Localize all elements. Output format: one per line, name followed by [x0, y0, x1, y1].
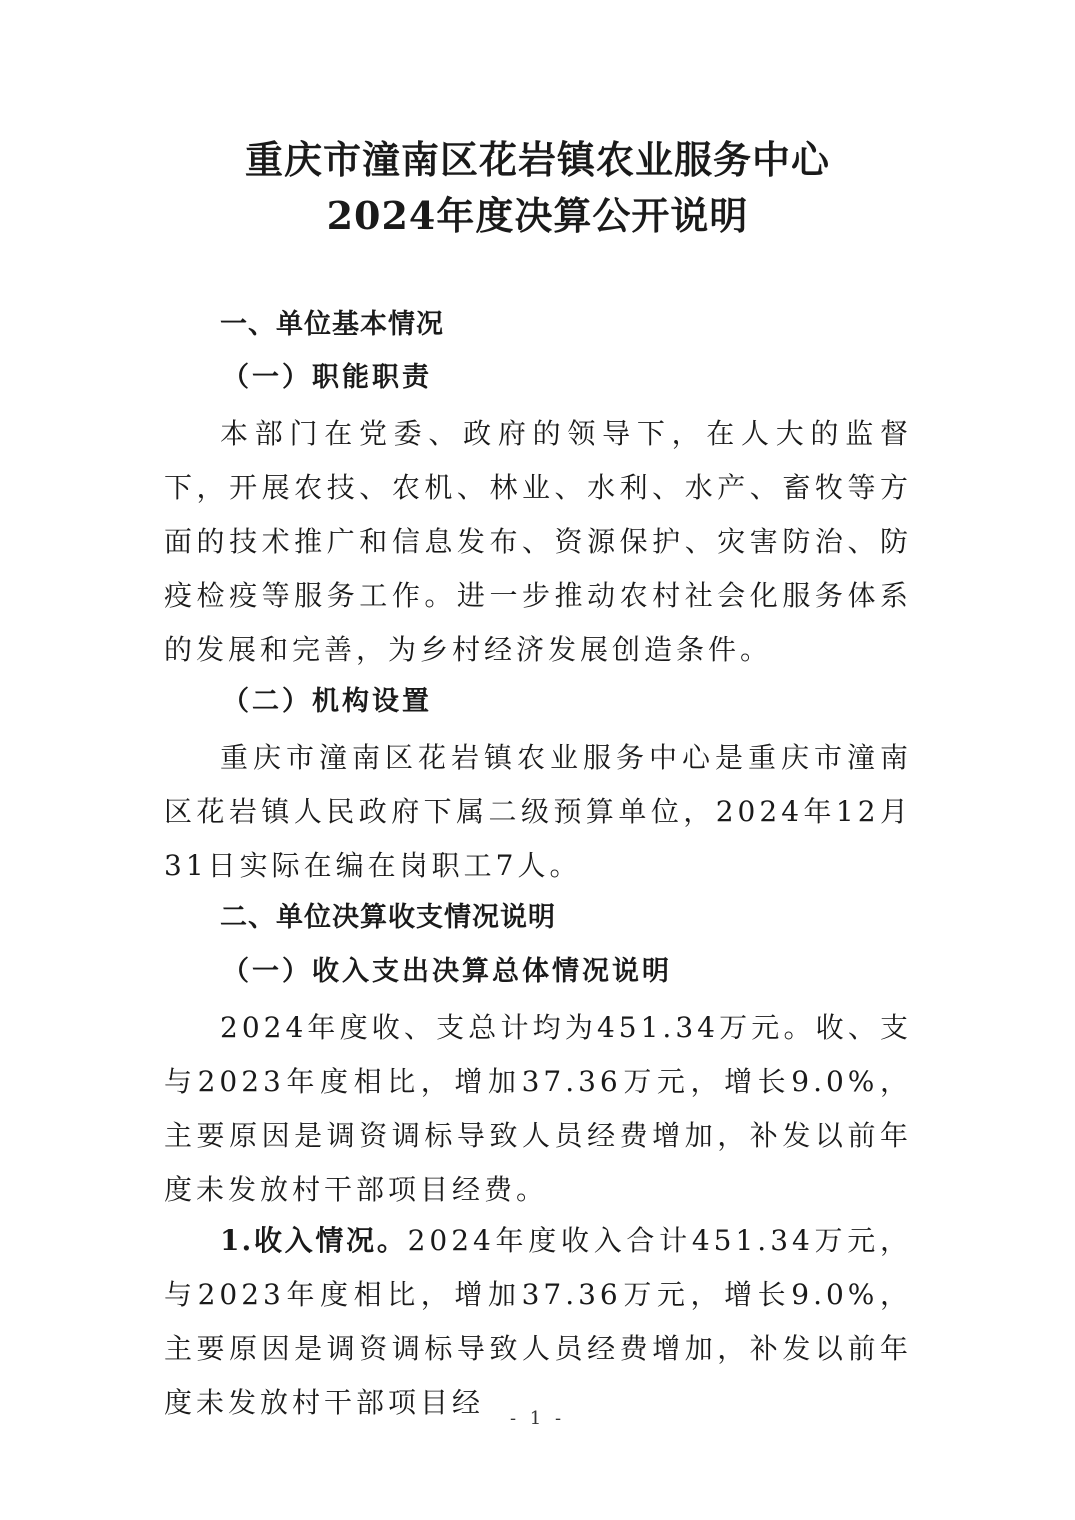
subsection-heading-overall: （一）收入支出决算总体情况说明: [222, 956, 672, 987]
section-heading-budget-explanation: 二、单位决算收支情况说明: [220, 902, 556, 933]
section-heading-basic-info: 一、单位基本情况: [220, 309, 444, 340]
income-lead: 1.收入情况。: [220, 1224, 408, 1257]
paragraph-income: [164, 1214, 912, 1430]
document-title-line1: 重庆市潼南区花岩镇农业服务中心: [244, 137, 830, 182]
paragraph-overall: 2024年度收、支总计均为451.34万元。收、支与2023年度相比，增加37.36万元，增长9.0%，主要原因是调资调标导致人员经费增加，补发以前年度未发放村干部项目经费。: [164, 1011, 912, 1206]
subsection-heading-duties: （一）职能职责: [222, 362, 432, 393]
page-number: - 1 -: [509, 1408, 566, 1429]
document-title-line2: 2024年度决算公开说明: [326, 193, 749, 238]
subsection-heading-organization: （二）机构设置: [222, 686, 432, 717]
paragraph-organization: 重庆市潼南区花岩镇农业服务中心是重庆市潼南区花岩镇人民政府下属二级预算单位，2024年12月31日实际在编在岗职工7人。: [164, 741, 912, 882]
income-text: 2024年度收入合计451.34万元，与2023年度相比，增加37.36万元，增长9.0%，主要原因是调资调标导致人员经费增加，补发以前年度未发放村干部项目经: [164, 1224, 913, 1419]
paragraph-duties: 本部门在党委、政府的领导下，在人大的监督下，开展农技、农机、林业、水利、水产、畜牧等方面的技术推广和信息发布、资源保护、灾害防治、防疫检疫等服务工作。进一步推动农村社会化服务体系的发展和完善，为乡村经济发展创造条件。: [164, 417, 912, 666]
